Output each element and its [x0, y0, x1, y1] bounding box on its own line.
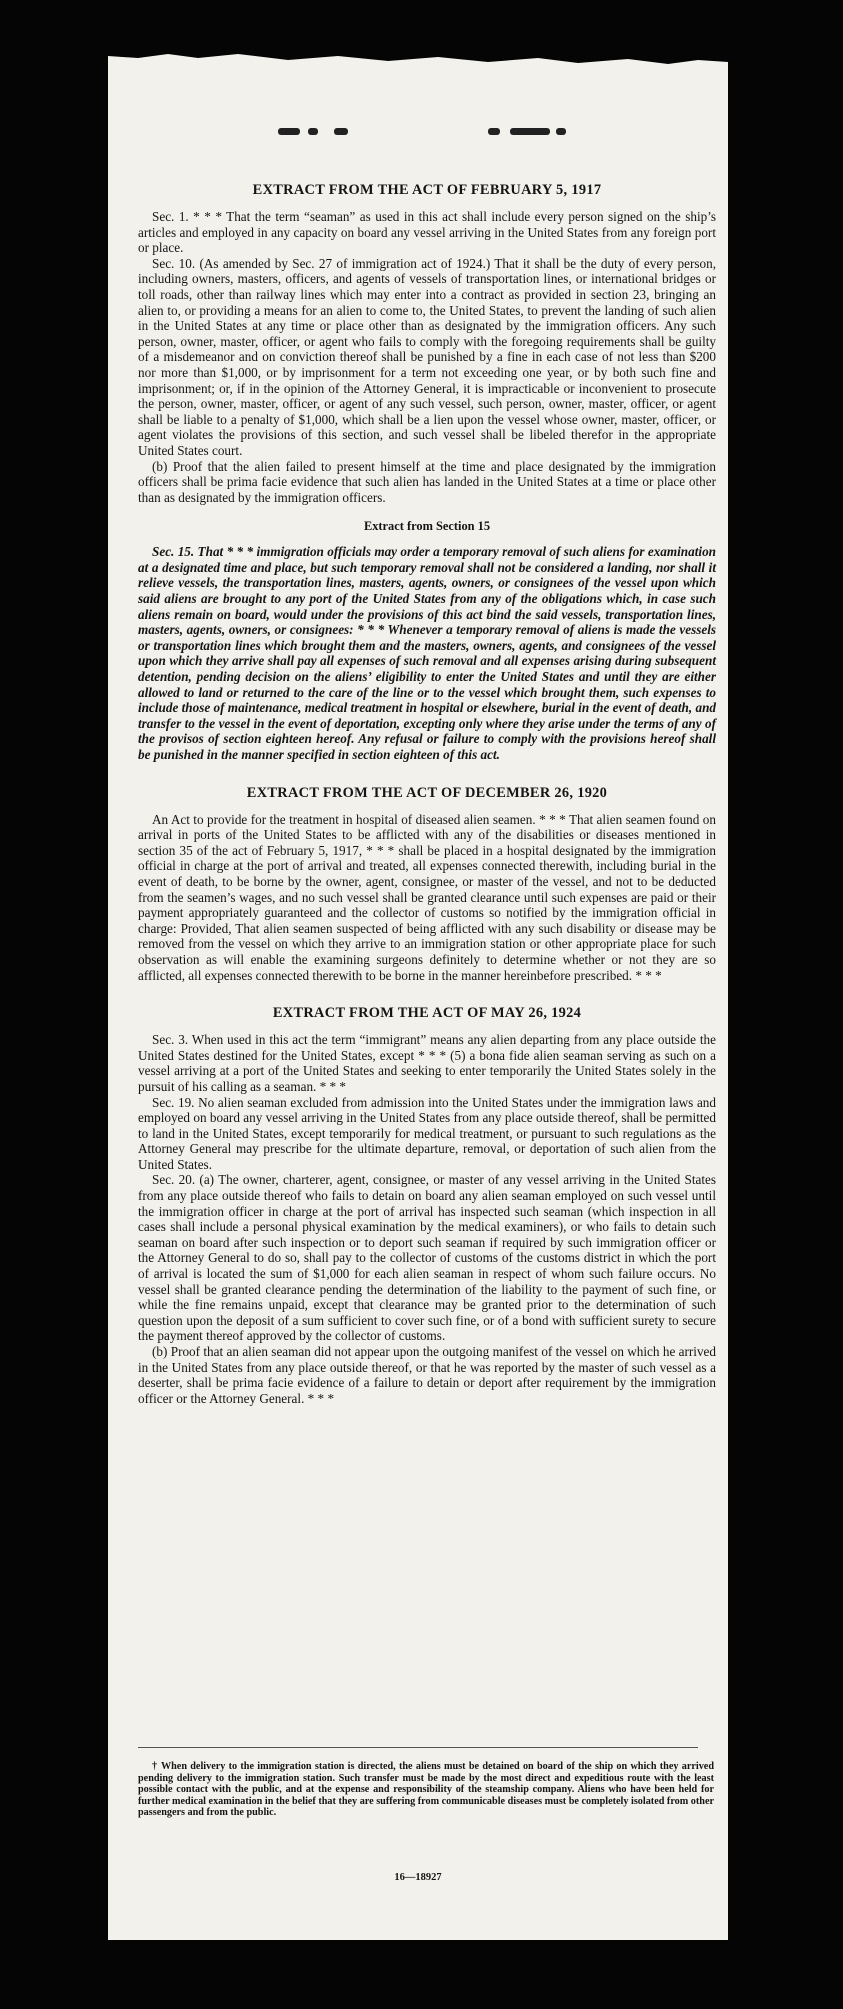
- footnote-text: † When delivery to the immigration station is directed, the aliens must be detained on board of the ship on which they arrived pending delivery to the immigration station. Such transfer must be made by the most direct and expeditious route with the least possible contact with the public, and at the expense and responsibility of the steamship company. Aliens who have been held for further medical examination in the belief that they are suffering from communicable diseases must be completely isolated from other passengers and from the public.: [138, 1761, 714, 1819]
- torn-edge: [108, 40, 728, 76]
- footnote-rule: [138, 1747, 698, 1748]
- document-page: [108, 40, 728, 1940]
- paragraph-sec-20-b: (b) Proof that an alien seaman did not appear upon the outgoing manifest of the vessel on which he arrived in the United States from any place outside thereof, or that he was reported by the master of such vessel as a deserter, shall be prima facie evidence of a failure to detain or deport after requirement by the immigration officer or the Attorney General. * * *: [138, 1344, 716, 1406]
- paragraph-sec-10-b: (b) Proof that the alien failed to present himself at the time and place designated by the immigration officers shall be prima facie evidence that such alien has landed in the United States at a time or place other than as designated by the immigration officers.: [138, 458, 716, 505]
- section-title-1924: EXTRACT FROM THE ACT OF MAY 26, 1924: [272, 1005, 582, 1022]
- paragraph-sec-1: Sec. 1. * * * That the term “seaman” as used in this act shall include every person signed on the ship’s articles and employed in any capacity on board any vessel arriving in the United States from any foreign port or place.: [138, 209, 716, 256]
- paragraph-sec-20-a: Sec. 20. (a) The owner, charterer, agent, consignee, or master of any vessel arriving in the United States from any place outside thereof who fails to detain on board any alien seaman employed on such vessel until the immigration officer in charge at the port of arrival has inspected such seaman (which inspection in all cases shall include a personal physical examination by the medical examiners), or who fails to detain such seaman on board after such inspection or to deport such seaman if required by such immigration officer or the Attorney General to do so, shall pay to the collector of customs of the customs district in which the port of arrival is located the sum of $1,000 for each alien seaman in respect of whom such failure occurs. No vessel shall be granted clearance pending the determination of the liability to the payment of such fine, or while the fine remains unpaid, except that clearance may be granted prior to the determination of such question upon the deposit of a sum sufficient to cover such fine, or of a bond with sufficient surety to secure the payment thereof approved by the collector of customs.: [138, 1172, 716, 1344]
- print-code: 16—18927: [394, 1872, 442, 1883]
- paragraph-sec-19: Sec. 19. No alien seaman excluded from admission into the United States under the immigration laws and employed on board any vessel arriving in the United States from any place outside thereof, shall be permitted to land in the United States, except temporarily for medical treatment, or pursuant to such regulations as the Attorney General may prescribe for the ultimate departure, removal, or deportation of such alien from the United States.: [138, 1094, 716, 1172]
- paragraph-sec-3: Sec. 3. When used in this act the term “immigrant” means any alien departing from any place outside the United States destined for the United States, except * * * (5) a bona fide alien seaman serving as such on a vessel arriving at a port of the United States and seeking to enter temporarily the United States solely in the pursuit of his calling as a seaman. * * *: [138, 1032, 716, 1094]
- paragraph-act-1920: An Act to provide for the treatment in hospital of diseased alien seamen. * * * That alien seamen found on arrival in ports of the United States to be afflicted with any of the disabilities or diseases mentioned in section 35 of the act of February 5, 1917, * * * shall be placed in a hospital designated by the immigration official in charge at the port of arrival and treated, all expenses connected therewith, including burial in the event of death, to be borne by the owner, agent, consignee, or master of the vessel, and not to be deducted from the seamen’s wages, and no such vessel shall be granted clearance until such expenses are paid or their payment appropriately guaranteed and the collector of customs so notified by the immigration official in charge: Provided, That alien seamen suspected of being afflicted with any such disability or disease may be removed from the vessel on which they arrive to an immigration station or other appropriate place for such observation as will enable the examining surgeons definitely to determine whether or not they are so afflicted, all expenses connected therewith to be borne in the manner hereinbefore prescribed. * * *: [138, 811, 716, 983]
- footnote: [138, 1761, 714, 1819]
- section-title-1920: EXTRACT FROM THE ACT OF DECEMBER 26, 1920: [246, 784, 608, 801]
- ink-marks: [278, 128, 698, 144]
- section-title-1917: EXTRACT FROM THE ACT OF FEBRUARY 5, 1917: [252, 182, 602, 198]
- subtitle-section-15: Extract from Section 15: [363, 519, 491, 534]
- paragraph-sec-10: Sec. 10. (As amended by Sec. 27 of immigration act of 1924.) That it shall be the duty of every person, including owners, masters, officers, and agents of vessels of transportation lines, or international bridges or toll roads, other than railway lines which may enter into a contract as provided in section 23, bringing an alien to, or providing a means for an alien to come to, the United States, to prevent the landing of such alien in the United States at any time or place other than as designated by the immigration officers. Any such person, owner, master, officer, or agent who fails to comply with the foregoing requirements shall be guilty of a misdemeanor and on conviction thereof shall be punished by a fine in each case of not less than $200 nor more than $1,000, or by imprisonment for a term not exceeding one year, or by both such fine and imprisonment; or, if in the opinion of the Attorney General, it is impracticable or inconvenient to prosecute the person, owner, master, officer, or agent of any such vessel, such person, owner, master, officer, or agent shall be liable to a penalty of $1,000, which shall be a lien upon the vessel whose owner, master, officer, or agent violates the provisions of this section, and such vessel shall be libeled therefor in the appropriate United States court.: [138, 255, 716, 458]
- paragraph-sec-15: Sec. 15. That * * * immigration officials may order a temporary removal of such aliens for examination at a designated time and place, but such temporary removal shall not be considered a landing, nor shall it relieve vessels, the transportation lines, masters, agents, owners, or consignees of the vessel upon which said aliens are brought to any port of the United States from any of the obligations which, in case such aliens remain on board, would under the provisions of this act bind the said vessels, transportation lines, masters, agents, owners, or consignees: * * * Whenever a temporary removal of aliens is made the vessels or transportation lines which brought them and the masters, owners, agents, and consignees of the vessel upon which they arrive shall pay all expenses of such removal and all expenses arising during subsequent detention, pending decision on the aliens’ eligibility to enter the United States and until they are either allowed to land or returned to the care of the line or to the vessel which brought them, such expenses to include those of maintenance, medical treatment in hospital or elsewhere, burial in the event of death, and transfer to the vessel in the event of deportation, excepting only where they arise under the terms of any of the provisos of section eighteen hereof. Any refusal or failure to comply with the provisions hereof shall be punished in the manner specified in section eighteen of this act.: [138, 544, 716, 762]
